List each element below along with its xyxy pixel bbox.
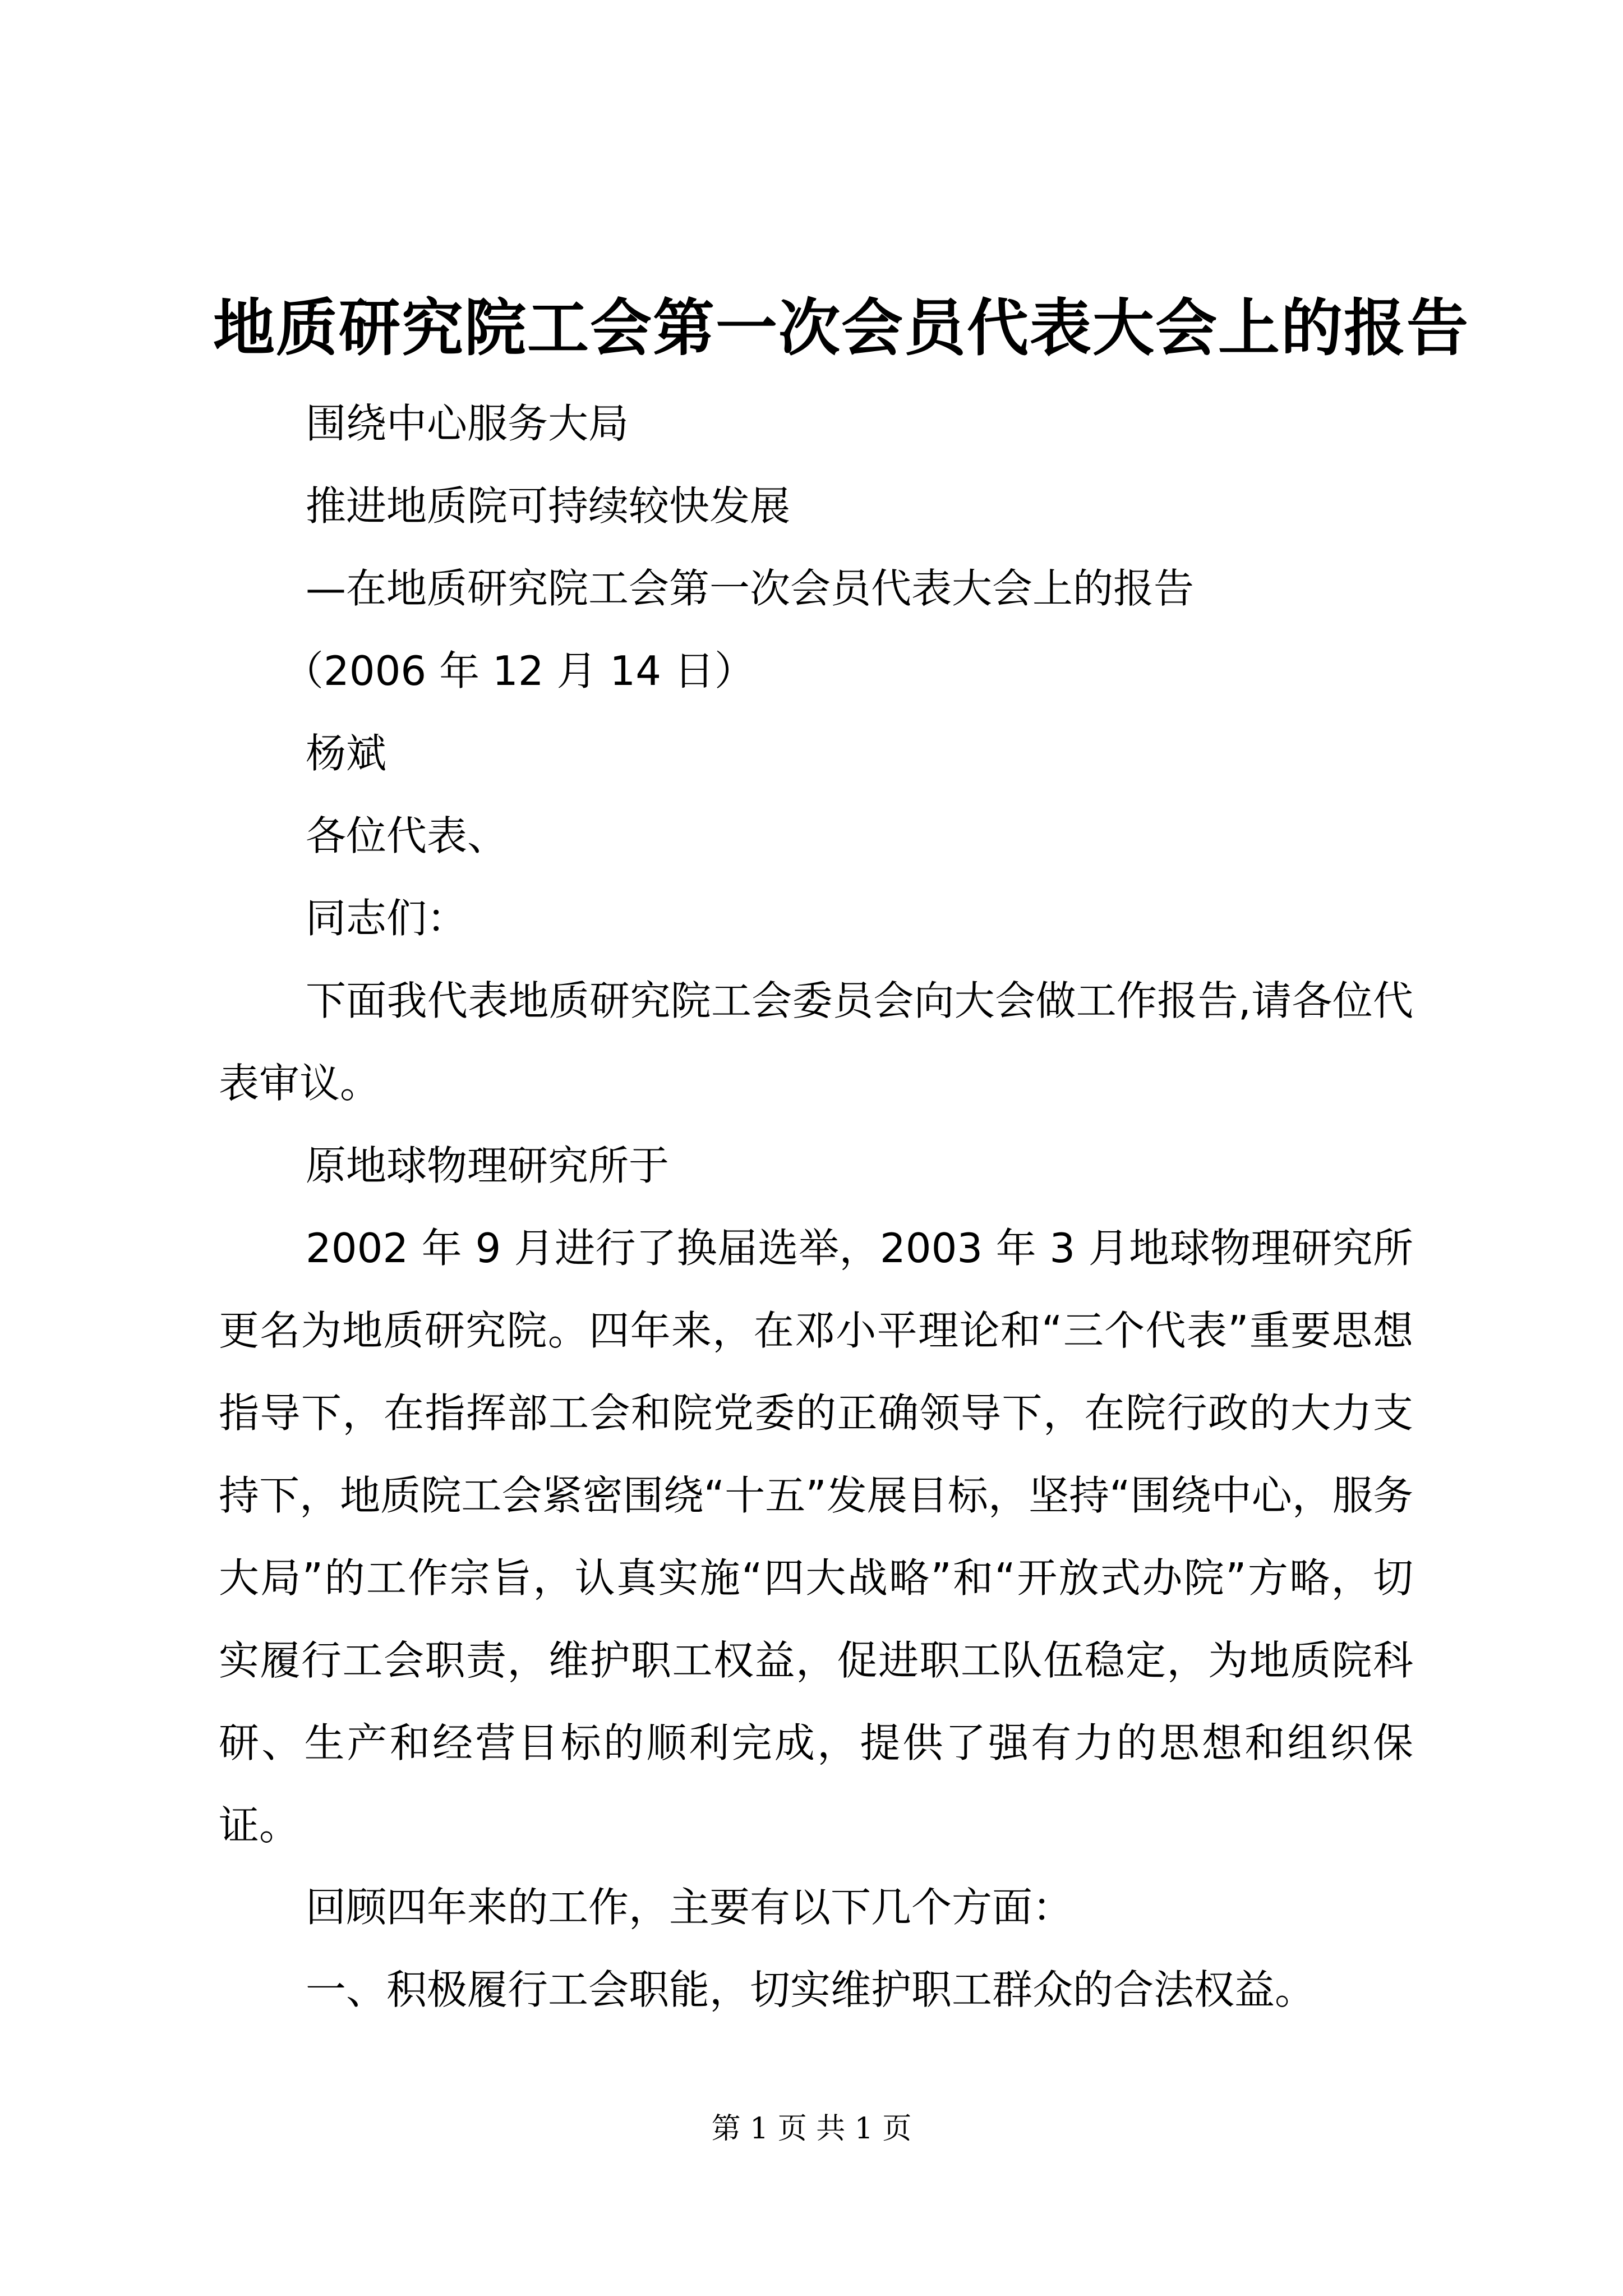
document-body [219,348,1413,2053]
report-date: （2006 年 12 月 14 日） [283,647,755,694]
paragraph-main: 2002 年 9 月进行了换届选举，2003 年 3 月地球物理研究所更名为地质研究院。四年来，在邓小平理论和“三个代表”重要思想指导下，在指挥部工会和院党委的正确领导下，在院行政的大力支持下，地质院工会紧密围绕“十五”发展目标，坚持“围绕中心，服务大局”的工作宗旨，认真实施“四大战略”和“开放式办院”方略，切实履行工会职责，维护职工权益，促进职工队伍稳定，为地质院科研、生产和经营目标的顺利完成，提供了强有力的思想和组织保证。 [219,1225,1413,1849]
subtitle-line-3: —在地质研究院工会第一次会员代表大会上的报告 [306,565,1195,612]
subtitle-line-2: 推进地质院可持续较快发展 [306,482,791,530]
page-footer: 第 1 页 共 1 页 [711,2112,912,2146]
document-title: 地质研究院工会第一次会员代表大会上的报告 [213,292,1469,364]
paragraph-line-origin: 原地球物理研究所于 [306,1142,670,1189]
subtitle-line-1: 围绕中心服务大局 [306,400,629,447]
author-name: 杨斌 [306,730,387,777]
paragraph-review: 回顾四年来的工作，主要有以下几个方面： [306,1884,1073,1931]
paragraph-intro: 下面我代表地质研究院工会委员会向大会做工作报告,请各位代表审议。 [219,977,1413,1107]
section-heading-1: 一、积极履行工会职能，切实维护职工群众的合法权益。 [306,1966,1316,2013]
salutation-line-1: 各位代表、 [306,812,508,859]
salutation-line-2: 同志们： [306,895,468,942]
